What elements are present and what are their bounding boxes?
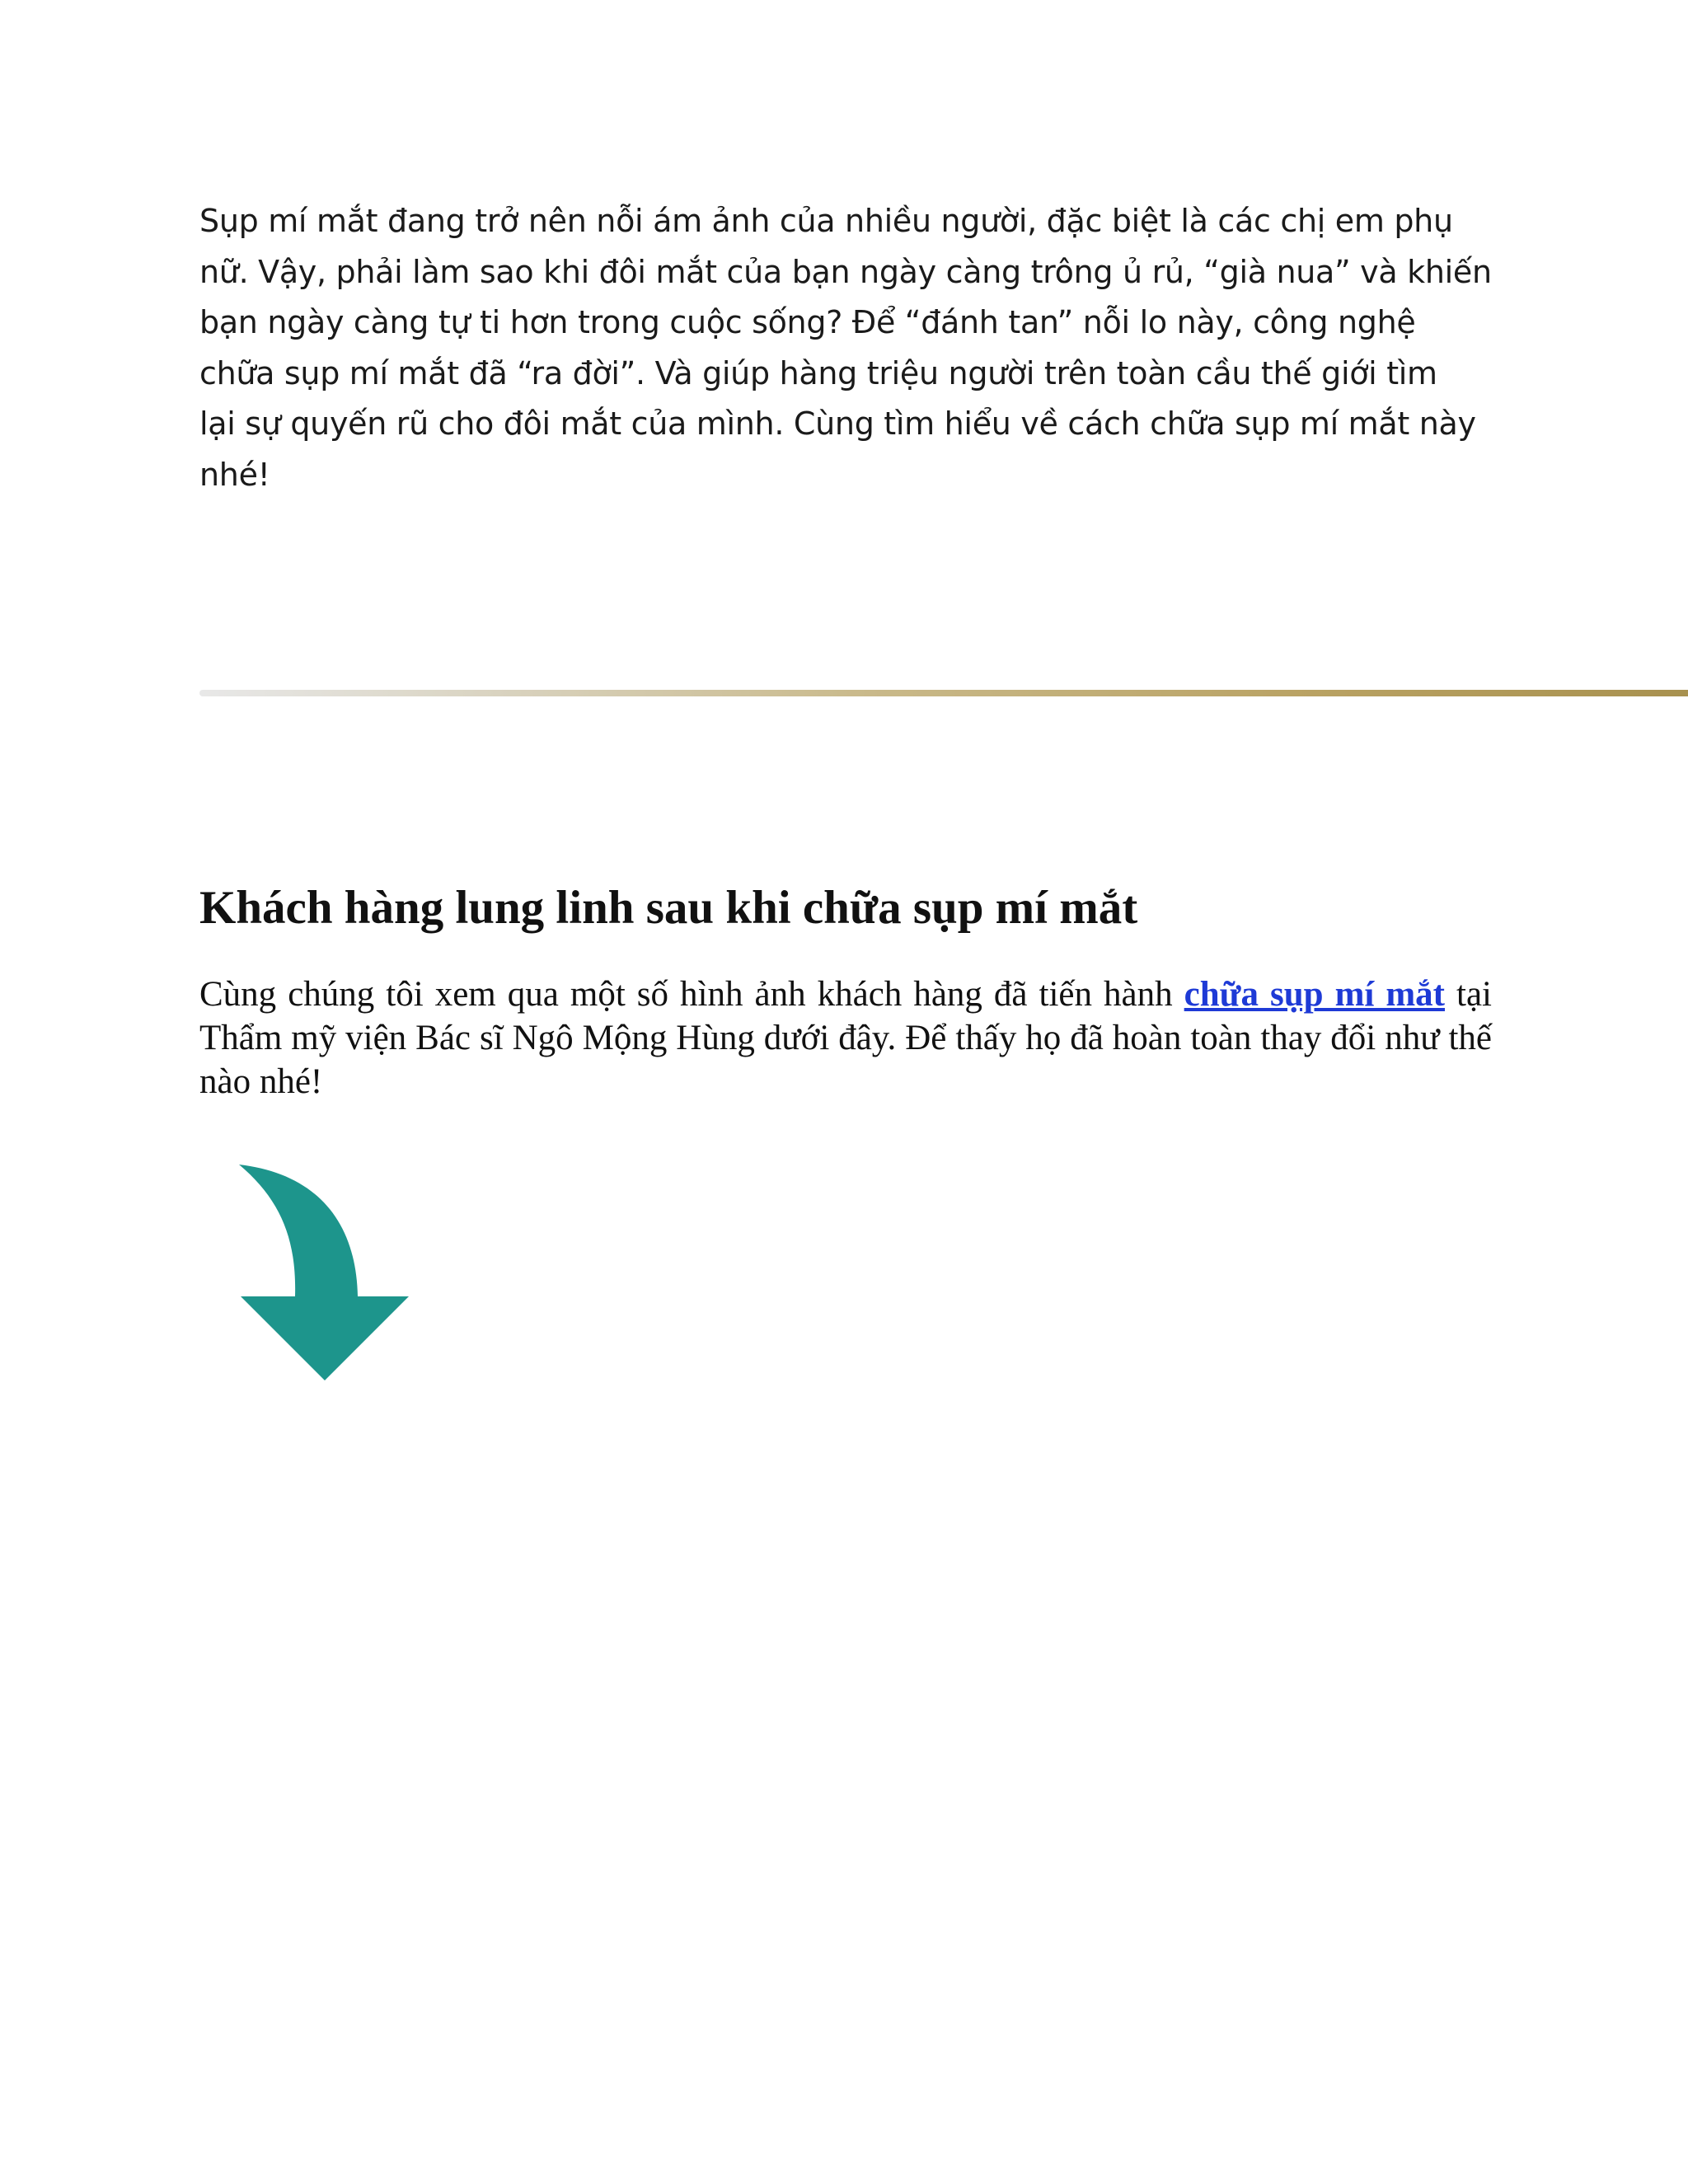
section-paragraph [199,972,1492,1104]
section-heading: Khách hàng lung linh sau khi chữa sụp mí mắt [199,882,1138,934]
treatment-link[interactable]: chữa sụp mí mắt [1184,975,1445,1014]
paragraph-text-end: tại Thẩm mỹ viện Bác sĩ Ngô Mộng Hùng dưới đây. Để thấy họ đã hoàn toàn thay đổi như thế nào nhé! [199,975,1493,1101]
paragraph-text-start: Cùng chúng tôi xem qua một số hình ảnh khách hàng đã tiến hành [199,975,1184,1014]
gold-divider [199,690,1688,696]
arrow-shape [239,1165,409,1380]
intro-paragraph: Sụp mí mắt đang trở nên nỗi ám ảnh của nhiều người, đặc biệt là các chị em phụ nữ. Vậy, phải làm sao khi đôi mắt của bạn ngày càng trông ủ rủ, “già nua” và khiến bạn ngày càng tự ti hơn trong cuộc sống? Để “đánh tan” nỗi lo này, công nghệ chữa sụp mí mắt đã “ra đời”. Và giúp hàng triệu người trên toàn cầu thế giới tìm lại sự quyến rũ cho đôi mắt của mình. Cùng tìm hiểu về cách chữa sụp mí mắt này nhé! [199,203,1492,493]
curved-down-arrow-icon [232,1158,414,1380]
